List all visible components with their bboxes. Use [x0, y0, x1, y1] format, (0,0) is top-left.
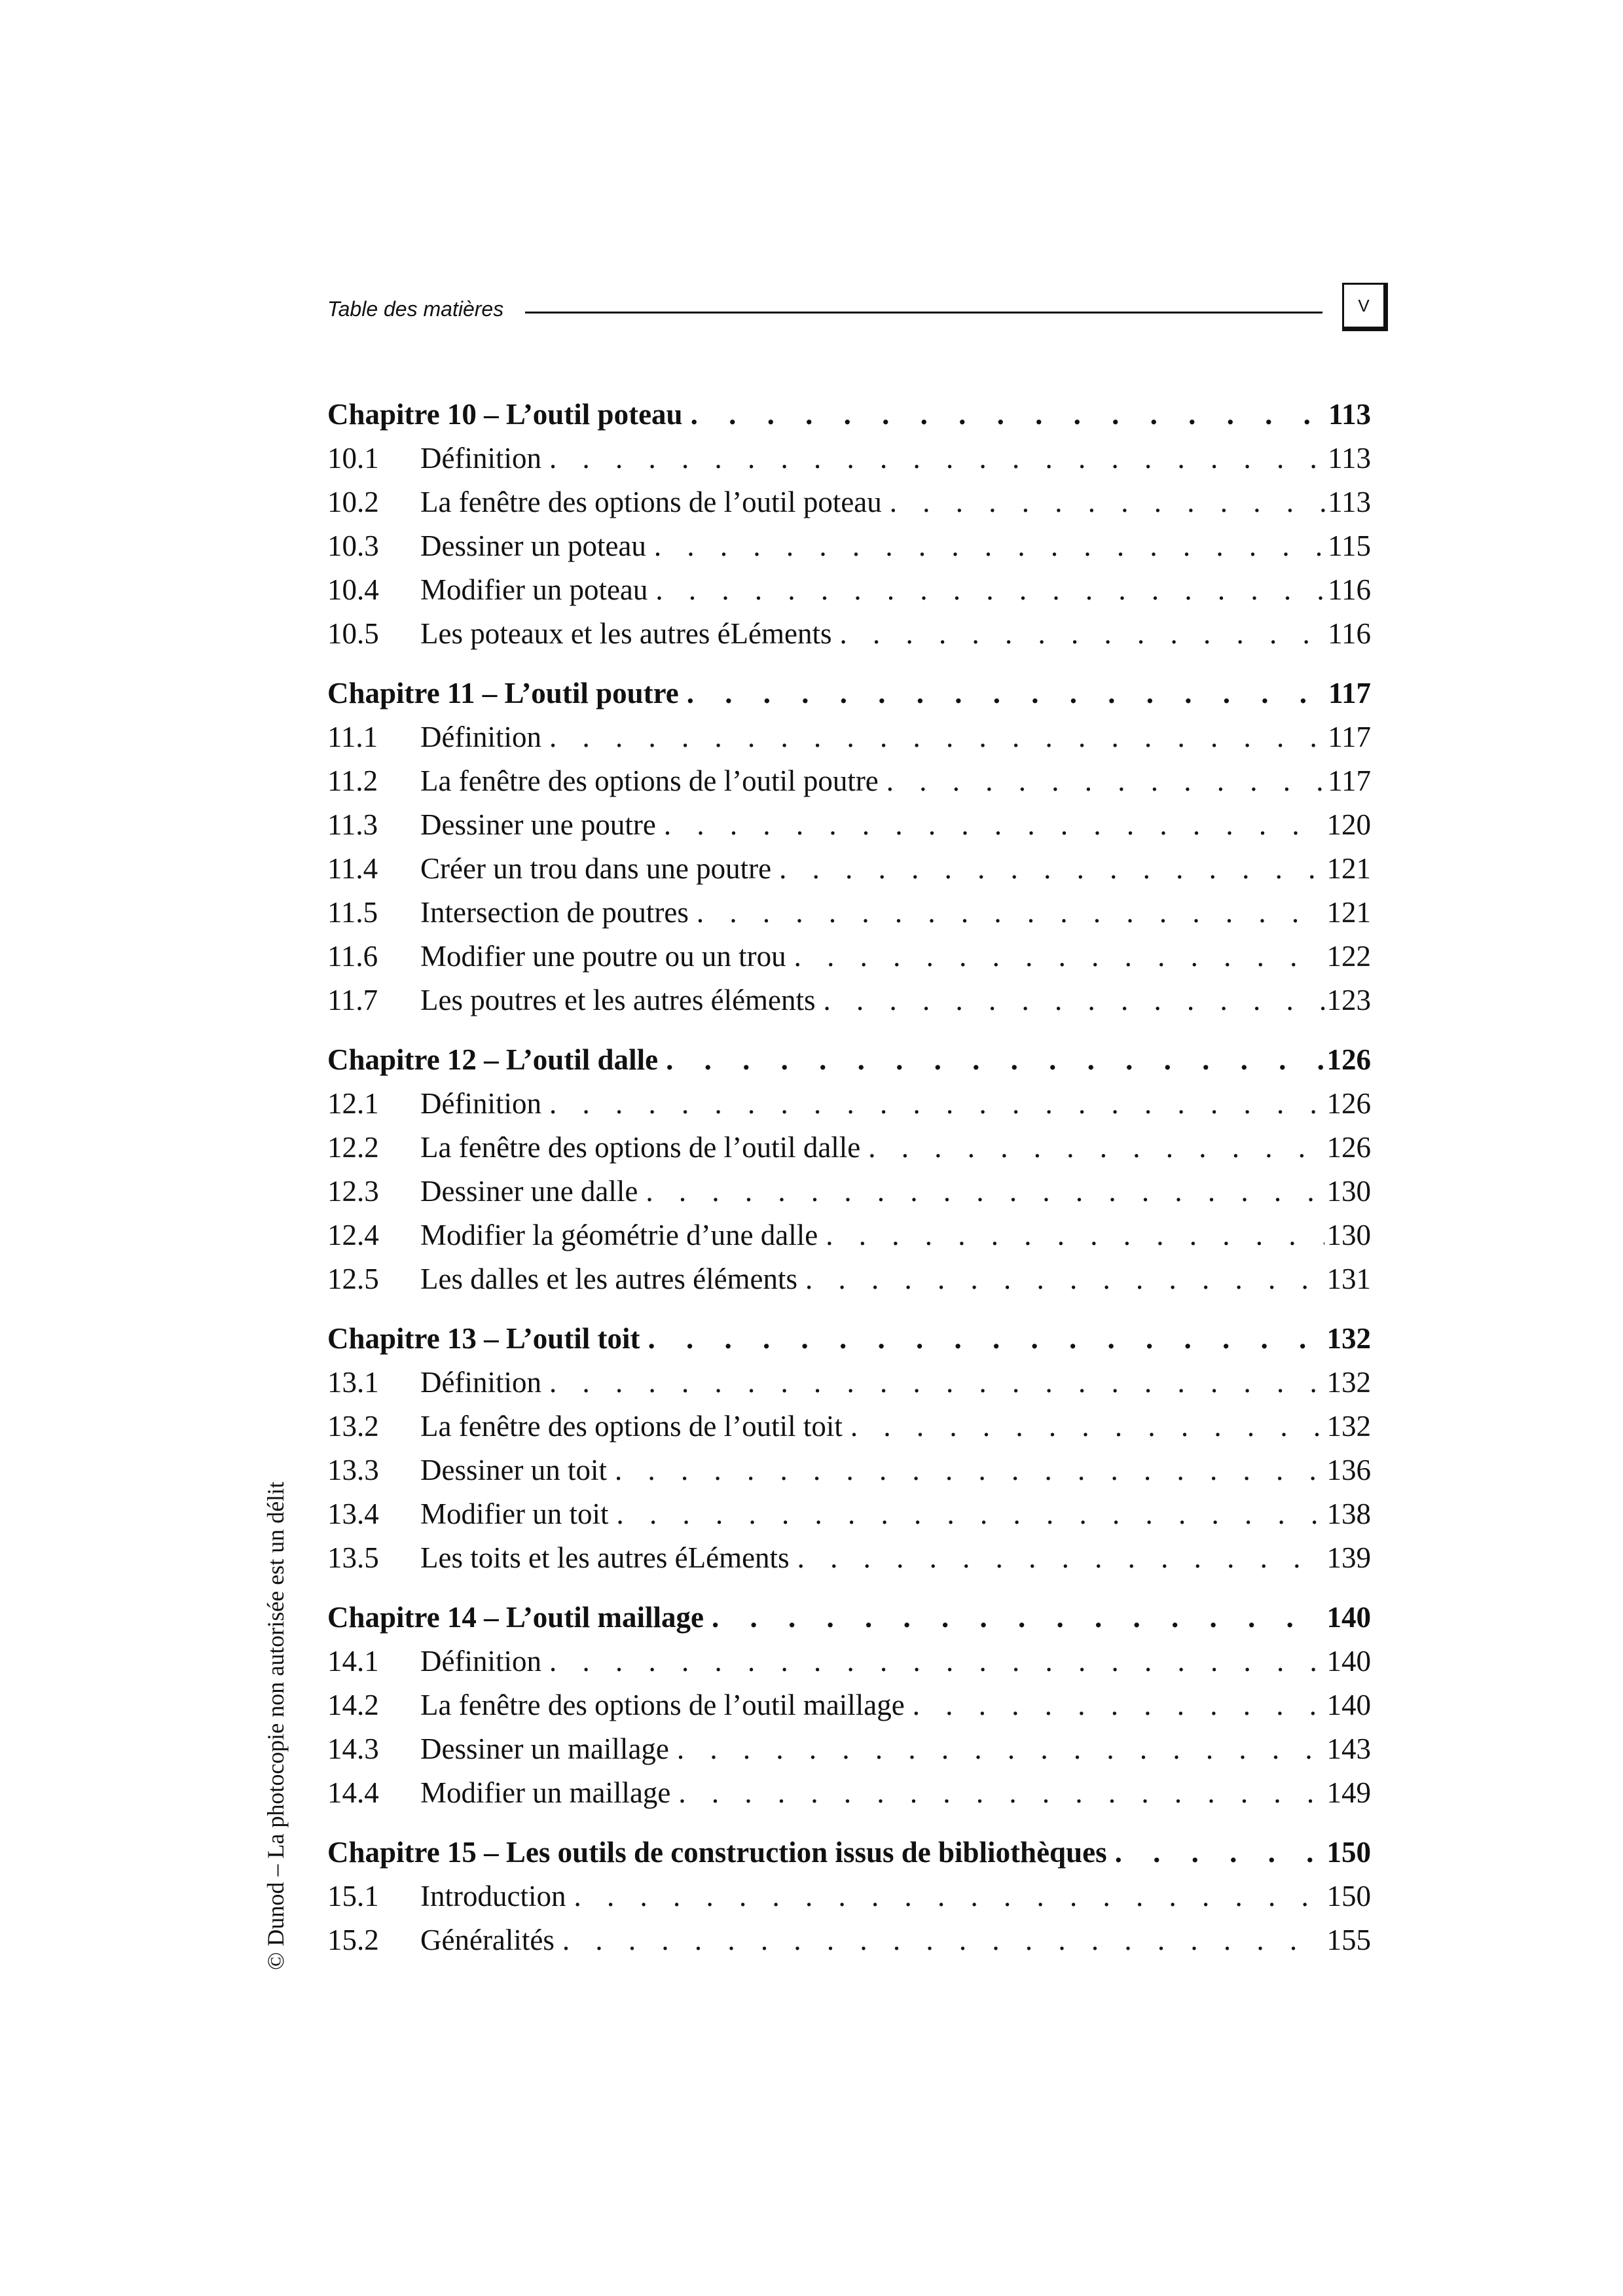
section-title: Modifier la géométrie d’une dalle	[420, 1219, 818, 1251]
dot-leader	[541, 1082, 1324, 1126]
chapter-heading	[327, 1317, 1371, 1361]
toc-section-row	[327, 612, 1371, 656]
dot-leader	[882, 480, 1325, 524]
dot-leader	[771, 847, 1324, 891]
section-page: 155	[1326, 1924, 1371, 1956]
section-title: Créer un trou dans une poutre	[420, 852, 772, 885]
section-title: Les poutres et les autres éléments	[420, 984, 816, 1016]
chapter-title: Chapitre 12 – L’outil dalle	[327, 1043, 659, 1076]
section-page: 116	[1328, 573, 1371, 606]
section-number: 12.5	[327, 1263, 379, 1295]
dot-leader	[704, 1596, 1324, 1640]
section-number: 12.1	[327, 1087, 379, 1120]
section-page: 132	[1326, 1366, 1371, 1399]
table-of-contents	[327, 393, 1371, 1978]
section-number: 11.1	[327, 721, 378, 753]
section-page: 140	[1326, 1645, 1371, 1677]
chapter-page: 132	[1326, 1322, 1371, 1355]
toc-section-row	[327, 1683, 1371, 1727]
section-number: 11.5	[327, 896, 378, 929]
section-page: 140	[1326, 1689, 1371, 1721]
section-page: 122	[1326, 940, 1371, 973]
toc-section-row	[327, 1126, 1371, 1170]
dot-leader	[786, 935, 1324, 978]
toc-section-row	[327, 1448, 1371, 1492]
section-title: La fenêtre des options de l’outil toit	[420, 1410, 843, 1443]
toc-section-row	[327, 1361, 1371, 1405]
section-page: 113	[1328, 442, 1371, 475]
dot-leader	[555, 1918, 1324, 1962]
section-number: 13.4	[327, 1498, 379, 1530]
section-page: 121	[1326, 852, 1371, 885]
toc-section-row	[327, 715, 1371, 759]
section-page: 132	[1326, 1410, 1371, 1443]
toc-section-row	[327, 1213, 1371, 1257]
section-page: 143	[1326, 1732, 1371, 1765]
section-title: Les poteaux et les autres éLéments	[420, 617, 832, 650]
toc-section-row	[327, 437, 1371, 480]
chapter-heading	[327, 1831, 1371, 1874]
section-title: Dessiner une poutre	[420, 808, 656, 841]
chapter-page: 140	[1326, 1601, 1371, 1634]
toc-section-row	[327, 480, 1371, 524]
dot-leader	[566, 1874, 1324, 1918]
section-number: 14.3	[327, 1732, 379, 1765]
section-title: Dessiner un poteau	[420, 529, 646, 562]
chapter-page: 150	[1326, 1836, 1371, 1869]
dot-leader	[790, 1536, 1324, 1580]
toc-section-row	[327, 568, 1371, 612]
section-title: Dessiner une dalle	[420, 1175, 638, 1208]
section-number: 14.2	[327, 1689, 379, 1721]
dot-leader	[658, 1038, 1324, 1082]
section-title: Définition	[420, 442, 541, 475]
header-title: Table des matières	[327, 297, 504, 321]
section-number: 11.3	[327, 808, 378, 841]
section-title: Dessiner un maillage	[420, 1732, 669, 1765]
dot-leader	[638, 1170, 1324, 1213]
dot-leader	[541, 1640, 1324, 1683]
dot-leader	[683, 393, 1326, 437]
dot-leader	[832, 612, 1326, 656]
section-page: 126	[1326, 1131, 1371, 1164]
toc-chapter	[327, 1317, 1371, 1580]
dot-leader	[797, 1257, 1324, 1301]
section-number: 13.3	[327, 1454, 379, 1486]
section-number: 14.1	[327, 1645, 379, 1677]
toc-section-row	[327, 1727, 1371, 1771]
chapter-heading	[327, 1596, 1371, 1640]
section-number: 10.5	[327, 617, 379, 650]
toc-chapter	[327, 672, 1371, 1022]
toc-section-row	[327, 935, 1371, 978]
chapter-title: Chapitre 11 – L’outil poutre	[327, 677, 679, 709]
copyright-notice: © Dunod – La photocopie non autorisée est un délit	[263, 1481, 289, 1970]
dot-leader	[541, 437, 1325, 480]
dot-leader	[689, 891, 1324, 935]
toc-section-row	[327, 1918, 1371, 1962]
chapter-title: Chapitre 15 – Les outils de construction issus de bibliothèques	[327, 1836, 1107, 1869]
toc-section-row	[327, 1257, 1371, 1301]
page-number-box	[1342, 283, 1388, 331]
section-page: 139	[1326, 1541, 1371, 1574]
section-number: 15.1	[327, 1880, 379, 1912]
dot-leader	[905, 1683, 1324, 1727]
section-number: 10.2	[327, 486, 379, 518]
chapter-page: 113	[1328, 398, 1371, 431]
section-page: 117	[1328, 721, 1371, 753]
section-title: Les toits et les autres éLéments	[420, 1541, 790, 1574]
toc-section-row	[327, 1082, 1371, 1126]
chapter-heading	[327, 393, 1371, 437]
dot-leader	[816, 978, 1324, 1022]
toc-section-row	[327, 1405, 1371, 1448]
section-number: 13.2	[327, 1410, 379, 1443]
page-number: V	[1358, 295, 1370, 315]
toc-section-row	[327, 1170, 1371, 1213]
toc-chapter	[327, 393, 1371, 656]
running-header	[327, 283, 1388, 335]
dot-leader	[541, 1361, 1324, 1405]
section-page: 113	[1328, 486, 1371, 518]
chapter-page: 126	[1326, 1043, 1371, 1076]
section-number: 15.2	[327, 1924, 379, 1956]
section-page: 117	[1328, 764, 1371, 797]
section-page: 126	[1326, 1087, 1371, 1120]
section-page: 138	[1326, 1498, 1371, 1530]
dot-leader	[669, 1727, 1324, 1771]
section-title: La fenêtre des options de l’outil poutre	[420, 764, 879, 797]
section-number: 10.1	[327, 442, 379, 475]
toc-section-row	[327, 803, 1371, 847]
section-title: Intersection de poutres	[420, 896, 689, 929]
toc-section-row	[327, 524, 1371, 568]
section-title: Introduction	[420, 1880, 566, 1912]
toc-section-row	[327, 1771, 1371, 1815]
toc-section-row	[327, 1874, 1371, 1918]
dot-leader	[608, 1492, 1324, 1536]
toc-section-row	[327, 1640, 1371, 1683]
toc-chapter	[327, 1038, 1371, 1301]
toc-section-row	[327, 847, 1371, 891]
section-page: 131	[1326, 1263, 1371, 1295]
section-page: 130	[1326, 1219, 1371, 1251]
dot-leader	[879, 759, 1325, 803]
chapter-title: Chapitre 10 – L’outil poteau	[327, 398, 683, 431]
section-number: 10.4	[327, 573, 379, 606]
chapter-heading	[327, 1038, 1371, 1082]
dot-leader	[607, 1448, 1324, 1492]
dot-leader	[646, 524, 1325, 568]
section-title: La fenêtre des options de l’outil dalle	[420, 1131, 861, 1164]
section-page: 150	[1326, 1880, 1371, 1912]
toc-chapter	[327, 1831, 1371, 1962]
dot-leader	[541, 715, 1325, 759]
dot-leader	[670, 1771, 1324, 1815]
section-page: 116	[1328, 617, 1371, 650]
chapter-title: Chapitre 14 – L’outil maillage	[327, 1601, 704, 1634]
section-title: Modifier une poutre ou un trou	[420, 940, 786, 973]
section-page: 120	[1326, 808, 1371, 841]
section-number: 11.7	[327, 984, 378, 1016]
section-title: Modifier un poteau	[420, 573, 648, 606]
toc-chapter	[327, 1596, 1371, 1815]
dot-leader	[818, 1213, 1324, 1257]
section-number: 12.4	[327, 1219, 379, 1251]
toc-section-row	[327, 759, 1371, 803]
section-page: 121	[1326, 896, 1371, 929]
section-title: Définition	[420, 1645, 541, 1677]
section-number: 12.3	[327, 1175, 379, 1208]
section-title: La fenêtre des options de l’outil maillage	[420, 1689, 905, 1721]
section-page: 149	[1326, 1776, 1371, 1809]
section-title: Définition	[420, 1366, 541, 1399]
section-title: Généralités	[420, 1924, 555, 1956]
section-number: 11.2	[327, 764, 378, 797]
section-title: Définition	[420, 1087, 541, 1120]
section-page: 123	[1326, 984, 1371, 1016]
section-number: 13.1	[327, 1366, 379, 1399]
dot-leader	[640, 1317, 1324, 1361]
section-page: 130	[1326, 1175, 1371, 1208]
section-number: 12.2	[327, 1131, 379, 1164]
dot-leader	[647, 568, 1325, 612]
dot-leader	[679, 672, 1326, 715]
section-number: 11.4	[327, 852, 378, 885]
section-number: 14.4	[327, 1776, 379, 1809]
section-title: La fenêtre des options de l’outil poteau	[420, 486, 882, 518]
header-rule	[525, 312, 1322, 314]
section-number: 13.5	[327, 1541, 379, 1574]
section-title: Les dalles et les autres éléments	[420, 1263, 798, 1295]
chapter-title: Chapitre 13 – L’outil toit	[327, 1322, 640, 1355]
section-title: Modifier un maillage	[420, 1776, 671, 1809]
section-page: 136	[1326, 1454, 1371, 1486]
section-title: Dessiner un toit	[420, 1454, 607, 1486]
section-title: Définition	[420, 721, 541, 753]
section-number: 10.3	[327, 529, 379, 562]
chapter-heading	[327, 672, 1371, 715]
chapter-page: 117	[1328, 677, 1371, 709]
dot-leader	[656, 803, 1324, 847]
toc-section-row	[327, 891, 1371, 935]
dot-leader	[860, 1126, 1324, 1170]
dot-leader	[843, 1405, 1324, 1448]
toc-section-row	[327, 978, 1371, 1022]
section-page: 115	[1328, 529, 1371, 562]
dot-leader	[1107, 1831, 1324, 1874]
section-number: 11.6	[327, 940, 378, 973]
toc-section-row	[327, 1536, 1371, 1580]
section-title: Modifier un toit	[420, 1498, 609, 1530]
toc-section-row	[327, 1492, 1371, 1536]
